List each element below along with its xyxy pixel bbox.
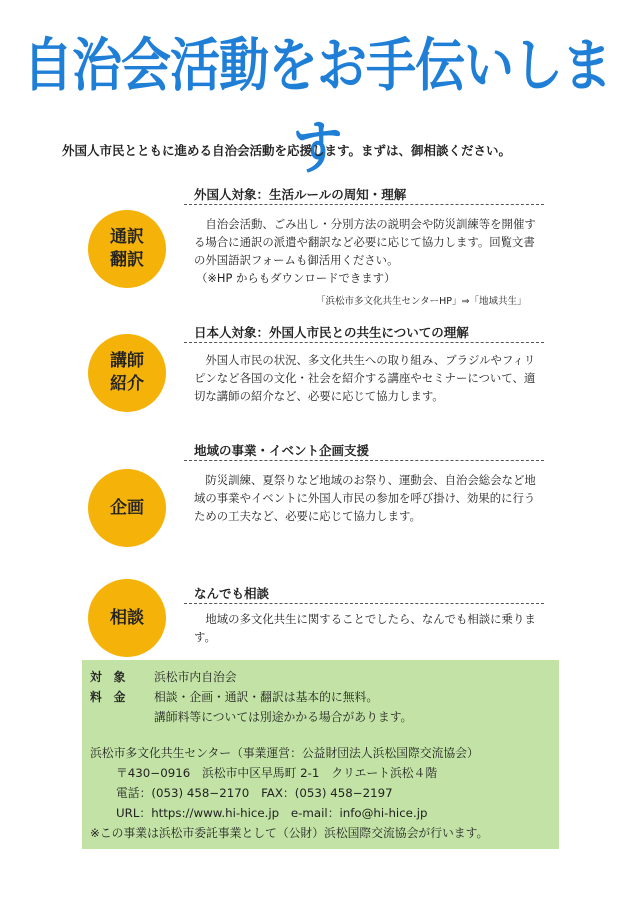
section-body: 地域の多文化共生に関することでしたら、なんでも相談に乗ります。 <box>194 612 536 644</box>
section-divider <box>184 204 544 205</box>
fee-label: 料 金 <box>90 690 126 704</box>
section-divider <box>184 342 544 343</box>
fee-note: 講師料等については別途かかる場合があります。 <box>154 710 413 724</box>
badge-lecturer <box>88 334 166 412</box>
website-path-note: 「浜松市多文化共生センターHP」⇒「地域共生」 <box>316 296 527 307</box>
section-heading: 日本人対象：外国人市民との共生についての理解 <box>194 325 469 340</box>
section-body: 防災訓練、夏祭りなど地域のお祭り、運動会、自治会総会など地域の事業やイベントに外国人市民の参加を呼び掛け、効果的に行うための工夫など、必要に応じて協力します。 <box>194 473 536 523</box>
section-divider <box>184 460 544 461</box>
section-heading: 地域の事業・イベント企画支援 <box>194 443 370 458</box>
badge-line1: 企画 <box>110 497 144 518</box>
url-email: URL：https://www.hi-hice.jp e-mail：info@hi-hice.jp <box>116 806 428 820</box>
badge-line2: 紹介 <box>110 374 144 394</box>
badge-line2: 翻訳 <box>110 250 144 270</box>
target-value: 浜松市内自治会 <box>154 670 237 684</box>
target-label: 対 象 <box>90 670 126 684</box>
footnote: ※この事業は浜松市委託事業として（公財）浜松国際交流協会が行います。 <box>90 826 489 840</box>
section-body: 外国人市民の状況、多文化共生への取り組み、ブラジルやフィリピンなど各国の文化・社会を紹介する講座やセミナーについて、適切な講師の紹介など、必要に応じて協力します。 <box>194 353 536 403</box>
section-divider <box>184 603 544 604</box>
section-heading: 外国人対象：生活ルールの周知・理解 <box>194 187 407 202</box>
organization-name: 浜松市多文化共生センター（事業運営：公益財団法人浜松国際交流協会） <box>90 746 479 760</box>
badge-line1: 相談 <box>110 607 144 628</box>
page-title: 自治会活動をお手伝いします <box>23 31 611 182</box>
badge-line1: 通訳 <box>110 227 144 248</box>
badge-line1: 講師 <box>110 351 144 372</box>
contact-info-box <box>82 660 559 849</box>
badge-consultation <box>88 579 166 657</box>
section-heading: なんでも相談 <box>194 586 270 601</box>
address: 〒430−0916 浜松市中区早馬町 2-1 クリエート浜松４階 <box>116 766 438 780</box>
phone-fax: 電話：(053) 458−2170 FAX：(053) 458−2197 <box>116 786 393 800</box>
fee-value: 相談・企画・通訳・翻訳は基本的に無料。 <box>154 690 379 704</box>
lead-text: 外国人市民とともに進める自治会活動を応援します。まずは、御相談ください。 <box>62 143 512 158</box>
badge-interpretation <box>88 210 166 288</box>
section-body: 自治会活動、ごみ出し・分別方法の説明会や防災訓練等を開催する場合に通訳の派遣や翻訳など必要に応じて協力します。回覧文書の外国語訳フォームも御活用ください。 <box>194 217 536 267</box>
download-note: （※HP からもダウンロードできます） <box>196 271 396 285</box>
badge-planning <box>88 469 166 547</box>
